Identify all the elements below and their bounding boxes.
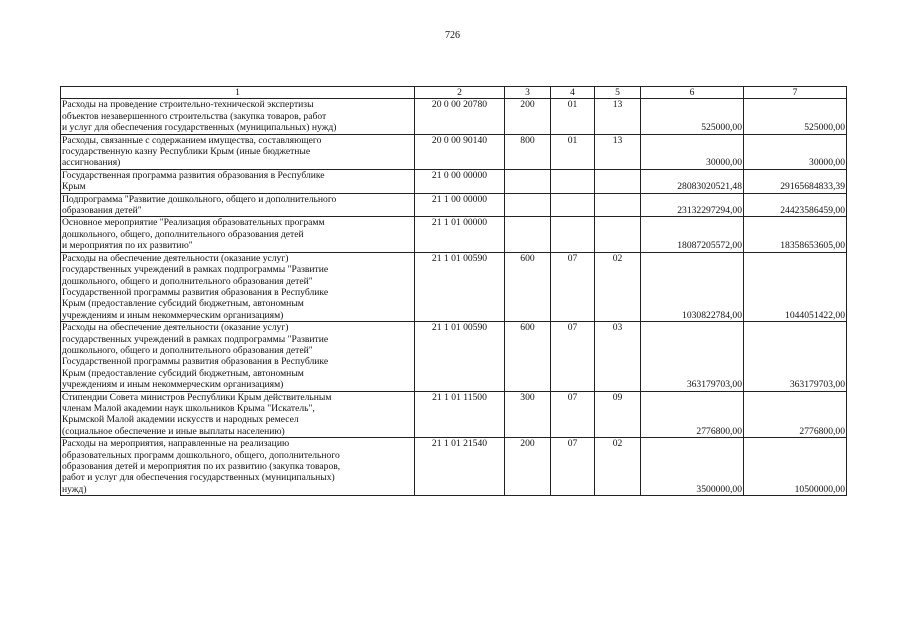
row-expense-type: 200 (505, 438, 551, 496)
row-amount-col7: 10500000,00 (744, 438, 847, 496)
row-description: Расходы на обеспечение деятельности (оказание услуг) государственных учреждений в рамках подпрограммы "Развитие дошкольного, общего и дополнительного образования детей" Государственной программы развития образования в Республике Крым (предоставление субсидий бюджетным, автономным учреждениям и иным некоммерческим организациям) (61, 322, 415, 391)
row-target-code: 21 1 01 00000 (415, 217, 505, 252)
header-cell: 5 (595, 87, 641, 99)
row-description: Подпрограмма "Развитие дошкольного, общего и дополнительного образования детей" (61, 193, 415, 217)
row-target-code: 20 0 00 20780 (415, 99, 505, 134)
row-subsection: 13 (595, 134, 641, 169)
row-target-code: 21 1 01 21540 (415, 438, 505, 496)
row-target-code: 21 0 00 00000 (415, 169, 505, 193)
table-row (61, 252, 847, 321)
row-section (551, 217, 595, 252)
row-description: Основное мероприятие "Реализация образовательных программ дошкольного, общего, дополнительного образования детей и мероприятия по их развитию" (61, 217, 415, 252)
row-expense-type: 600 (505, 322, 551, 391)
row-amount-col7: 363179703,00 (744, 322, 847, 391)
row-description: Стипендии Совета министров Республики Крым действительным членам Малой академии наук школьников Крыма "Искатель", Крымской Малой академии искусств и народных ремесел (социальное обеспечение и иные выплаты населению) (61, 391, 415, 438)
row-amount-col6: 18087205572,00 (641, 217, 744, 252)
row-target-code: 21 1 01 00590 (415, 252, 505, 321)
table-row (61, 193, 847, 217)
row-section (551, 193, 595, 217)
row-section: 07 (551, 438, 595, 496)
budget-table (60, 86, 847, 496)
row-amount-col6: 3500000,00 (641, 438, 744, 496)
budget-table-body (61, 87, 847, 496)
row-description: Расходы на проведение строительно-технической экспертизы объектов незавершенного строительства (закупка товаров, работ и услуг для обеспечения государственных (муниципальных) нужд) (61, 99, 415, 134)
row-amount-col7: 30000,00 (744, 134, 847, 169)
row-amount-col7: 24423586459,00 (744, 193, 847, 217)
row-description: Расходы на обеспечение деятельности (оказание услуг) государственных учреждений в рамках подпрограммы "Развитие дошкольного, общего и дополнительного образования детей" Государственной программы развития образования в Республике Крым (предоставление субсидий бюджетным, автономным учреждениям и иным некоммерческим организациям) (61, 252, 415, 321)
header-cell: 6 (641, 87, 744, 99)
row-subsection: 03 (595, 322, 641, 391)
row-expense-type (505, 169, 551, 193)
table-row (61, 99, 847, 134)
row-subsection (595, 169, 641, 193)
table-header-row (61, 87, 847, 99)
row-subsection (595, 217, 641, 252)
row-subsection: 13 (595, 99, 641, 134)
table-row (61, 217, 847, 252)
row-amount-col7: 2776800,00 (744, 391, 847, 438)
row-amount-col7: 29165684833,39 (744, 169, 847, 193)
row-section: 07 (551, 391, 595, 438)
row-expense-type: 800 (505, 134, 551, 169)
row-description: Государственная программа развития образования в Республике Крым (61, 169, 415, 193)
row-subsection (595, 193, 641, 217)
row-amount-col6: 28083020521,48 (641, 169, 744, 193)
row-description: Расходы на мероприятия, направленные на реализацию образовательных программ дошкольного, общего, дополнительного образования детей и мероприятия по их развитию (закупка товаров, работ и услуг для обеспечения государственных (муниципальных) нужд) (61, 438, 415, 496)
row-amount-col7: 18358653605,00 (744, 217, 847, 252)
row-amount-col6: 525000,00 (641, 99, 744, 134)
row-section (551, 169, 595, 193)
header-cell: 7 (744, 87, 847, 99)
row-section: 01 (551, 99, 595, 134)
row-subsection: 09 (595, 391, 641, 438)
row-target-code: 21 1 00 00000 (415, 193, 505, 217)
row-amount-col7: 525000,00 (744, 99, 847, 134)
row-amount-col6: 363179703,00 (641, 322, 744, 391)
row-expense-type: 600 (505, 252, 551, 321)
row-expense-type (505, 193, 551, 217)
row-target-code: 20 0 00 90140 (415, 134, 505, 169)
row-section: 07 (551, 252, 595, 321)
row-amount-col6: 1030822784,00 (641, 252, 744, 321)
page-number: 726 (445, 30, 460, 41)
row-description: Расходы, связанные с содержанием имущества, составляющего государственную казну Республики Крым (иные бюджетные ассигнования) (61, 134, 415, 169)
table-row (61, 134, 847, 169)
row-target-code: 21 1 01 00590 (415, 322, 505, 391)
header-cell: 1 (61, 87, 415, 99)
row-subsection: 02 (595, 252, 641, 321)
row-expense-type: 300 (505, 391, 551, 438)
table-row (61, 438, 847, 496)
row-subsection: 02 (595, 438, 641, 496)
table-row (61, 169, 847, 193)
row-amount-col6: 2776800,00 (641, 391, 744, 438)
row-section: 07 (551, 322, 595, 391)
row-section: 01 (551, 134, 595, 169)
row-target-code: 21 1 01 11500 (415, 391, 505, 438)
table-row (61, 391, 847, 438)
row-amount-col6: 23132297294,00 (641, 193, 744, 217)
row-expense-type (505, 217, 551, 252)
header-cell: 4 (551, 87, 595, 99)
header-cell: 2 (415, 87, 505, 99)
row-amount-col6: 30000,00 (641, 134, 744, 169)
table-row (61, 322, 847, 391)
header-cell: 3 (505, 87, 551, 99)
row-expense-type: 200 (505, 99, 551, 134)
row-amount-col7: 1044051422,00 (744, 252, 847, 321)
